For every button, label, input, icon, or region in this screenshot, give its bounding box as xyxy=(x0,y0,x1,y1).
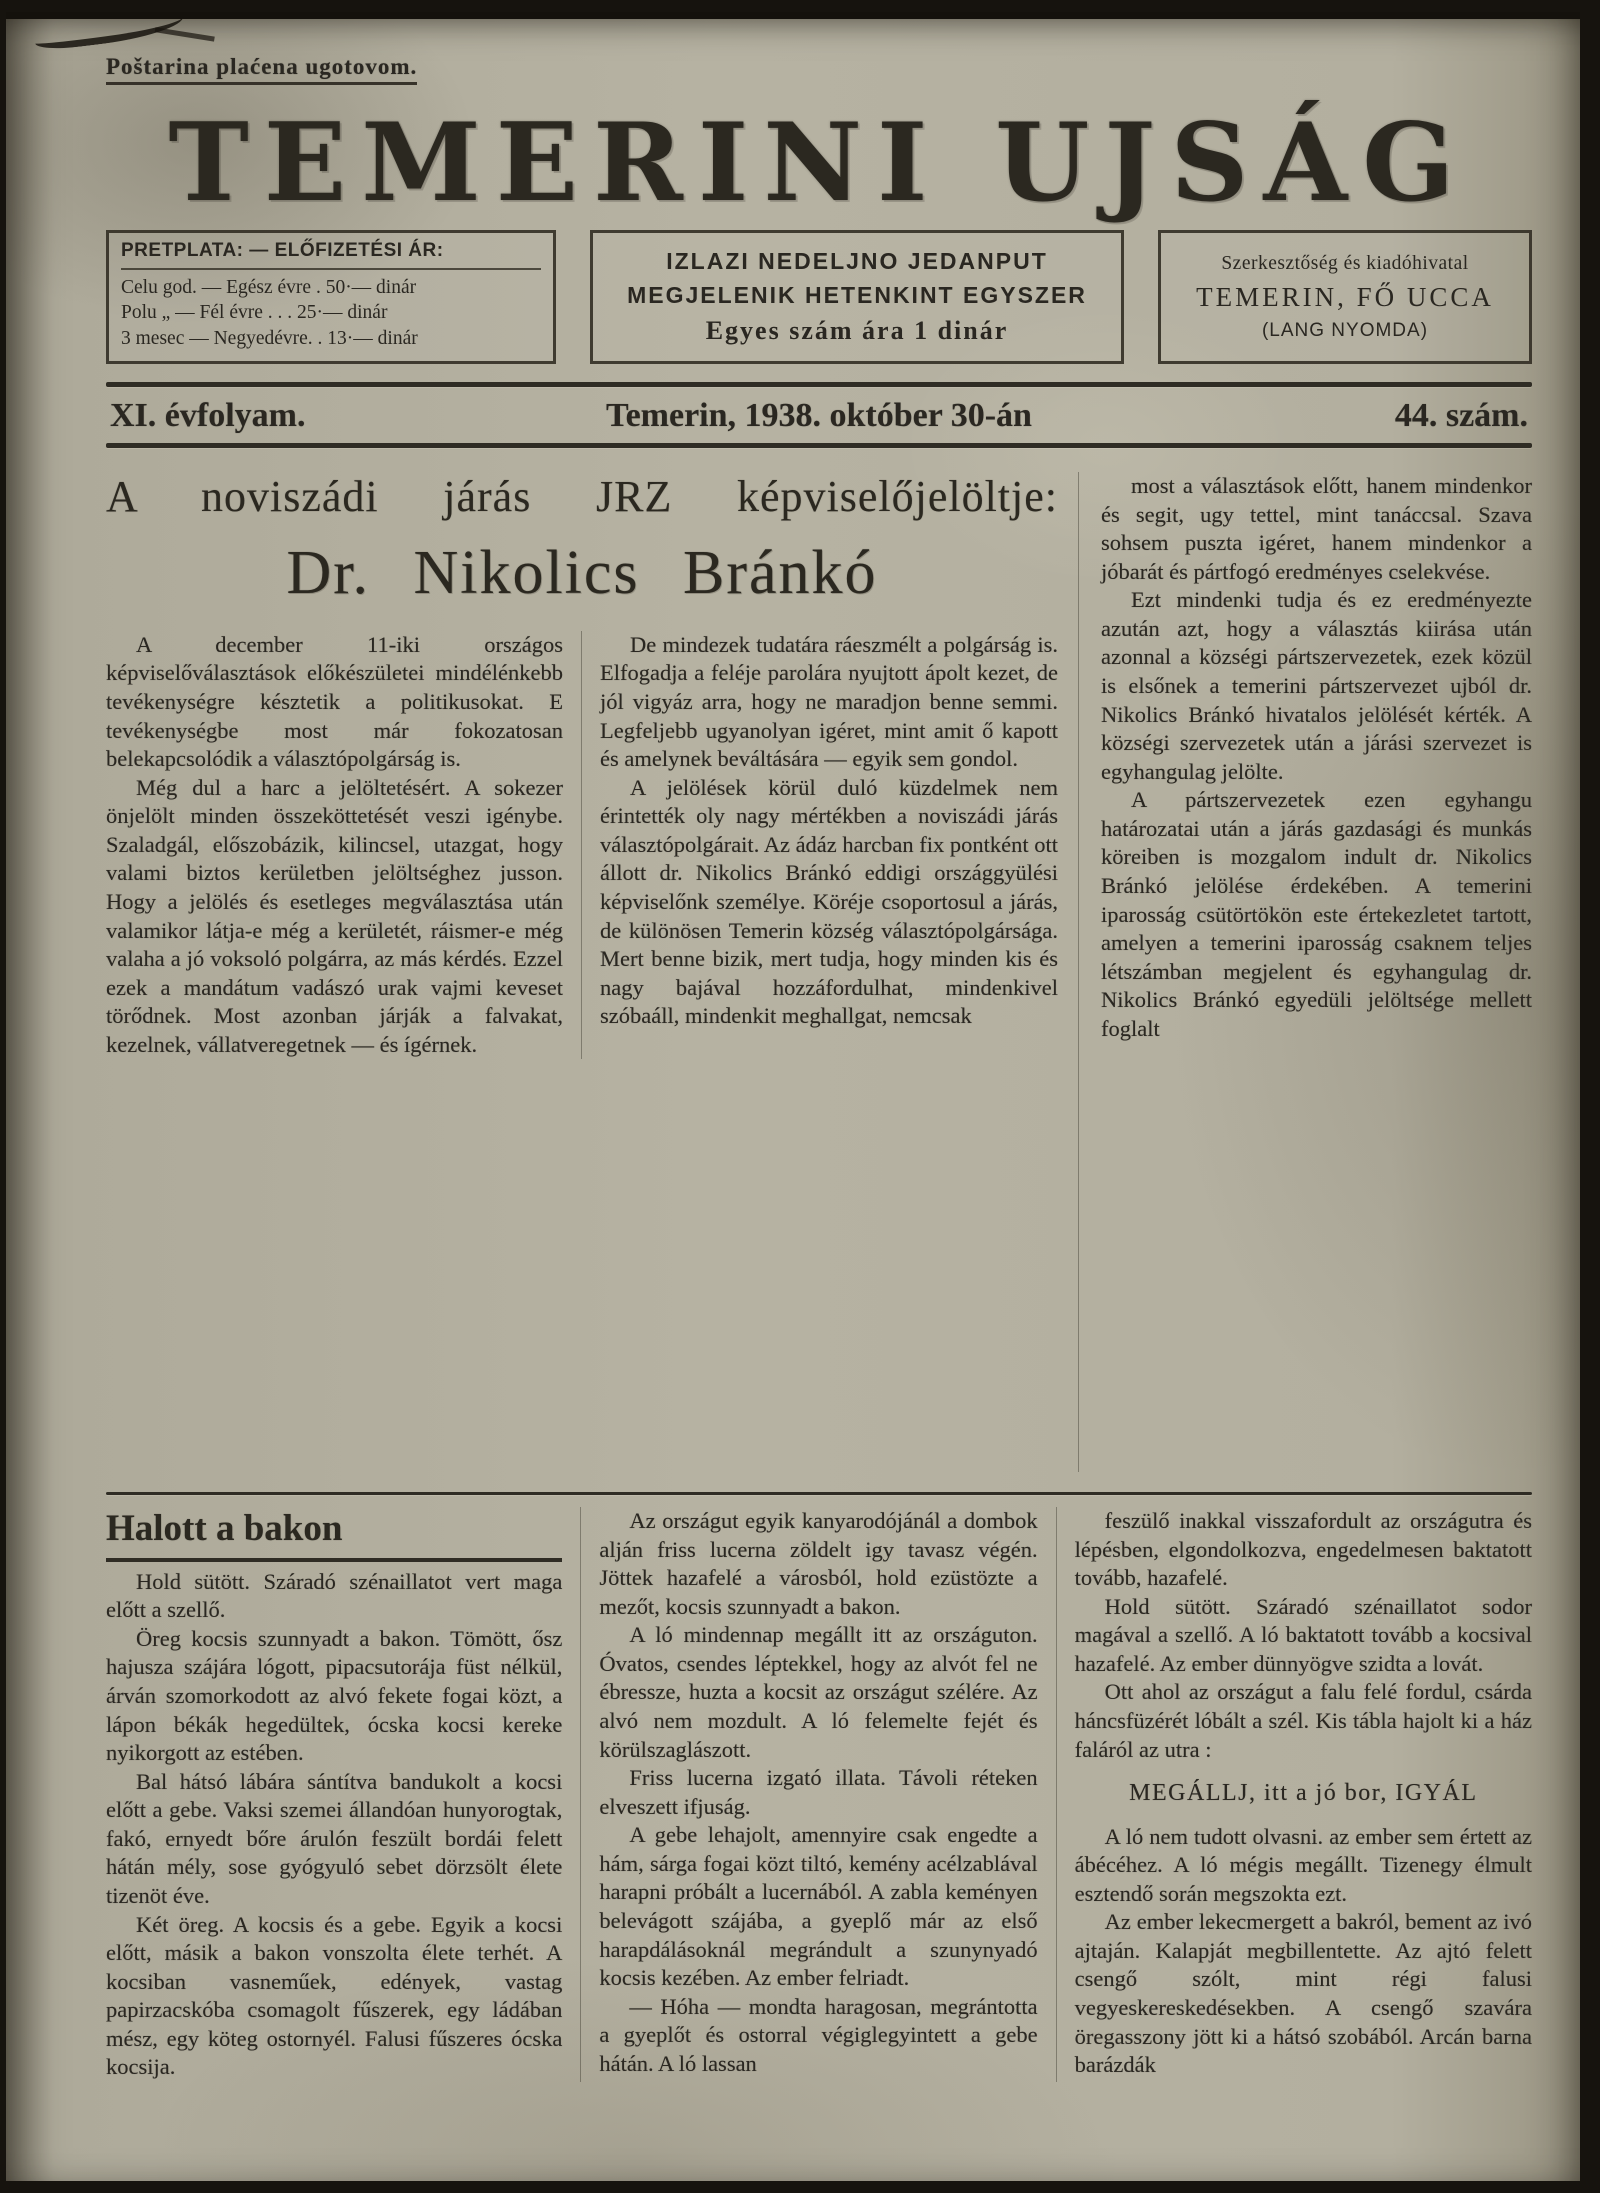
paragraph: — Hóha — mondta haragosan, megrántotta a gyeplőt és ostorral végiglegyintett a gebe hátán. A ló lassan xyxy=(599,1993,1038,2076)
paragraph: Ott ahol az országut a falu felé fordul, csárda háncsfüzérét lóbált a szél. Kis tábla hajolt ki a ház faláról az utra : xyxy=(1074,1679,1532,1762)
paragraph: Az országut egyik kanyarodójánál a dombok alján friss lucerna zöldelt igy tavasz végén. Jöttek hazafelé a városból, hold ezüstözte a mezőt, kocsis szunnyadt a bakon. xyxy=(599,1508,1038,1619)
feuilleton-column-1 xyxy=(106,1507,581,2082)
horizontal-rule xyxy=(106,443,1532,448)
frequency-box xyxy=(590,230,1124,364)
feuilleton-column-3 xyxy=(1057,1507,1532,2082)
article-column-1 xyxy=(106,631,582,1059)
paragraph: Hold sütött. Száradó szénaillatot sodor magával a szellő. A ló baktatott tovább a kocsival hazafelé. Az ember dünnyögve szidta a lovát. xyxy=(1074,1593,1532,1676)
paragraph: Hold sütött. Száradó szénaillatot vert maga előtt a szellő. xyxy=(106,1568,563,1623)
article-lead-columns xyxy=(106,631,1058,1059)
paragraph: Az ember lekecmergett a bakról, bement az ivó ajtaján. Kalapját megbillentette. Az ajtó felett csengő szólt, mint régi falusi vegyeskereskedésekben. A csengő szavára öregasszony jött ki a hátsó szobából. Arcán barna barázdák xyxy=(1074,1909,1532,2078)
frequency-line-serbian: IZLAZI NEDELJNO JEDANPUT xyxy=(666,248,1048,275)
volume-label: XI. évfolyam. xyxy=(110,397,306,435)
article-lead xyxy=(106,472,1532,1472)
feuilleton-column-1-text xyxy=(106,1568,562,2082)
postal-note: Poštarina plaćena ugotovom. xyxy=(106,54,417,85)
date-label: Temerin, 1938. október 30-án xyxy=(606,397,1032,435)
paragraph: Bal hátsó lábára sántítva bandukolt a kocsi előtt a gebe. Vaksi szemei állandóan hunyorogtak, fakó, ernyedt bőre árulón feszült bordái felett hátán mély, sose gyógyuló sebet dörzsölt élete tizenöt éve. xyxy=(106,1768,563,1908)
subscription-row: Polu „ — Fél évre . . . 25·— dinár xyxy=(121,302,388,324)
frequency-line-hungarian: MEGJELENIK HETENKINT EGYSZER xyxy=(627,282,1087,309)
paragraph: A gebe lehajolt, amennyire csak engedte a hám, sárga fogai közt tiltó, kemény acélzablával harapni próbált a lucernából. A zabla keményen belevágott szájába, a gyeplő már az első harapdálásoknál megrándult a szunynyadó kocsis kezében. Az ember felriadt. xyxy=(599,1822,1038,1991)
article-lead-left-block xyxy=(106,472,1079,1472)
issue-label: 44. szám. xyxy=(1394,397,1528,435)
paragraph: A ló nem tudott olvasni. az ember sem értett az ábécéhez. A ló mégis megállt. Tizenegy élmult esztendő során megszokta ezt. xyxy=(1074,1823,1532,1906)
paragraph: Még dul a harc a jelöltetésért. A sokezer önjelölt minden összeköttetését veszi igénybe. Szaladgál, előszobázik, kilincsel, utazgat, hogy valami biztos kerületben jelöltséghez jusson. Hogy a jelölés és esetleges megválasztása után valamikor látja-e még a kerületét, ráismer-e még valaha a jó voksoló polgárra, az más kérdés. Ezzel ezek a mandátum vadászó urak vajmi keveset törődnek. Most azonban járják a falvakat, kezelnek, vállatveregetnek — és ígérnek. xyxy=(106,774,563,1057)
editorial-office-box xyxy=(1158,230,1532,364)
info-bar xyxy=(106,230,1532,364)
page-content xyxy=(6,12,1580,2082)
article-column-2 xyxy=(582,631,1058,1059)
feuilleton-column-2 xyxy=(581,1507,1056,2082)
article-column-3 xyxy=(1079,472,1532,1472)
office-address: TEMERIN, FŐ UCCA xyxy=(1196,281,1494,312)
newspaper-page xyxy=(6,12,1580,2181)
masthead-title: TEMERINI UJSÁG xyxy=(168,100,1470,226)
office-printer: (LANG NYOMDA) xyxy=(1261,319,1429,341)
paragraph: feszülő inakkal visszafordult az országutra és lépésben, elgondolkozva, engedelmesen baktatott tovább, hazafelé. xyxy=(1074,1508,1532,1591)
subscription-box xyxy=(106,230,556,364)
paragraph: Friss lucerna izgató illata. Távoli réteken elveszett ifjuság. xyxy=(599,1765,1038,1819)
subscription-title: PRETPLATA: — ELŐFIZETÉSI ÁR: xyxy=(121,239,541,270)
paragraph: Öreg kocsis szunnyadt a bakon. Tömött, ősz hajusza szájára lógott, pipacsutorája füst nélkül, árván szomorkodott az alvó fekete fogai közt, a lápon békák hegedültek, ócska kocsi kereke nyikorgott az estében. xyxy=(106,1625,563,1766)
article-headline: Dr. Nikolics Bránkó xyxy=(286,538,878,607)
paragraph: A jelölések körül duló küzdelmek nem érintették oly nagy mértékben a noviszádi járás választópolgárait. Az ádáz harcban fix pontként ott állott dr. Nikolics Bránkó eddigi országgyülési képviselőnk személye. Köréje csoportosul a járás, de különösen Temerin község választópolgársága. Mert benne bizik, mert tudja, hogy minden kis és nagy bajával hozzáfordulhat, mindenkivel szóbaáll, mindenkit meghallgat, nemcsak xyxy=(600,774,1058,1029)
paragraph: Két öreg. A kocsis és a gebe. Egyik a kocsi előtt, másik a bakon vonszolta élete terhét. A kocsiban vasneműek, edények, vastag papirzacskóba csomagolt fűszerek, egy ládában mész, egy köteg ostornyél. Falusi fűszeres ócska kocsija. xyxy=(106,1911,563,2080)
article-kicker: A noviszádi járás JRZ képviselőjelöltje: xyxy=(106,472,1058,522)
subscription-row: Celu god. — Egész évre . 50·— dinár xyxy=(121,277,417,299)
paragraph: A ló mindennap megállt itt az országuton. Óvatos, csendes léptekkel, hogy az alvót fel ne ébressze, huzta a kocsit az országut szélére. Az alvó nem mozdult. A ló felemelte fejét és körülszaglászott. xyxy=(599,1622,1038,1762)
paragraph: Ezt mindenki tudja és ez eredményezte azután azt, hogy a választás kiirása után azonnal a községi pártszervezetek, ezek közül is elsőnek a temerini pártszervezet ujból dr. Nikolics Bránkó hivatalos jelölését kérték. A községi szervezetek után a járási szervezet is egyhangulag jelölte. xyxy=(1101,587,1532,784)
paragraph: A pártszervezetek ezen egyhangu határozatai után a járás gazdasági és munkás köreiben is mozgalom indult dr. Nikolics Bránkó jelölése érdekében. A temerini iparosság csütörtökön este értekezletet tartott, amelyen a temerini iparosság csaknem teljes létszámban megjelent és egyhangulag dr. Nikolics Bránkó egyedüli jelöltsége mellett foglalt xyxy=(1101,787,1532,1041)
paragraph: most a választások előtt, hanem mindenkor és segit, ugy tettel, mint tanáccsal. Szava sohsem puszta igéret, hanem mindenkor a jóbarát és pártfogó eredményes cselekvése. xyxy=(1101,473,1532,584)
office-label: Szerkesztőség és kiadóhivatal xyxy=(1221,252,1469,274)
subscription-row: 3 mesec — Negyedévre. . 13·— dinár xyxy=(121,327,418,349)
dateline xyxy=(106,387,1532,443)
paragraph: MEGÁLLJ, itt a jó bor, IGYÁL xyxy=(1129,1780,1478,1807)
article-feuilleton xyxy=(106,1507,1532,2082)
feuilleton-title: Halott a bakon xyxy=(106,1509,562,1562)
paragraph: A december 11-iki országos képviselőválasztások előkészületei mindélénkebb tevékenységre késztetik a politikusokat. E tevékenységbe most már fokozatosan belekapcsolódik a választópolgárság is. xyxy=(106,631,563,772)
section-divider-rule xyxy=(106,1492,1532,1495)
paragraph: De mindezek tudatára ráeszmélt a polgárság is. Elfogadja a feléje parolára nyujtott ápolt kezet, de jól vigyáz arra, hogy ne maradjon benne semmi. Legfeljebb ugyanolyan igéret, mint amit ő kapott és amelynek beváltására — egyik sem gondol. xyxy=(600,631,1058,772)
price-line: Egyes szám ára 1 dinár xyxy=(705,316,1009,346)
